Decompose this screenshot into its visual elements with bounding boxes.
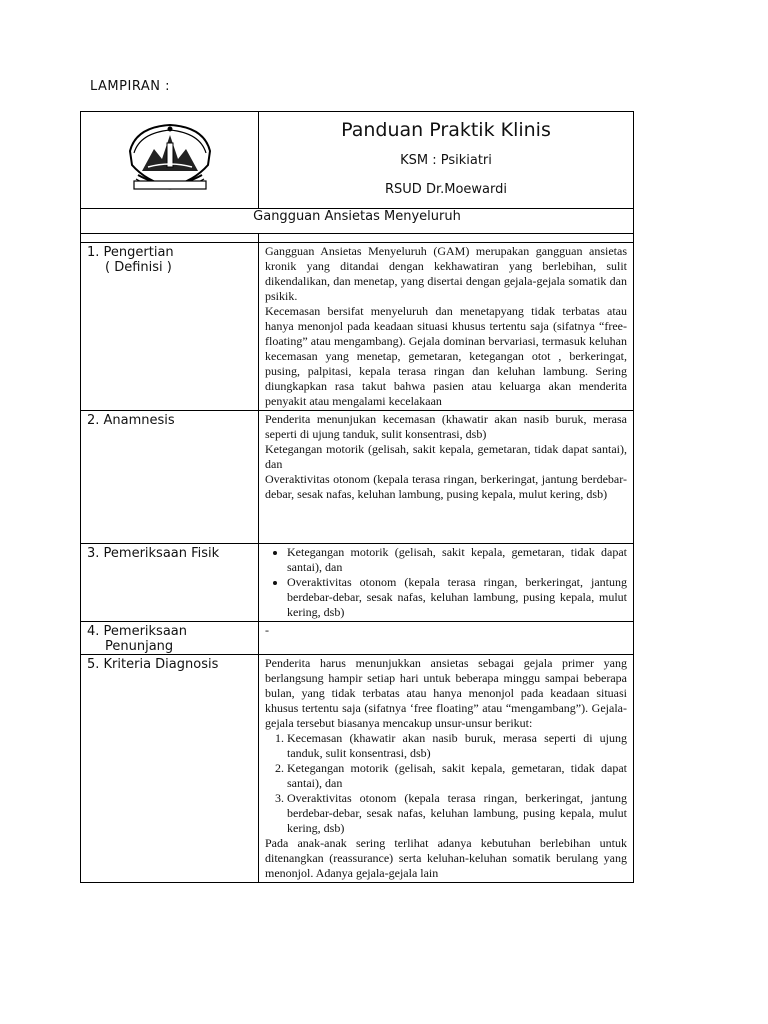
ksm-label: KSM : Psikiatri [400, 153, 492, 168]
header-row [81, 112, 634, 209]
label-penunjang-line2: Penunjang [105, 639, 174, 654]
row-kriteria [81, 655, 634, 883]
list-item: 3. Overaktivitas otonom (kepala terasa ringan, berkeringat, jantung berdebar-debar, sesak nafas, keluhan lambung, pusing kepala, mulut kering, dsb) [287, 791, 627, 836]
row-penunjang [81, 622, 634, 655]
row-fisik [81, 544, 634, 622]
list-item: 2. Ketegangan motorik (gelisah, sakit kepala, gemetaran, tidak dapat santai), dan [287, 761, 627, 791]
row-pengertian [81, 243, 634, 411]
label-fisik: 3. Pemeriksaan Fisik [81, 544, 259, 622]
row-anamnesis [81, 411, 634, 544]
content-anamnesis [259, 411, 634, 544]
label-kriteria: 5. Kriteria Diagnosis [81, 655, 259, 883]
title-cell [259, 112, 634, 209]
label-pengertian-line2: ( Definisi ) [105, 260, 172, 275]
list-item: • Overaktivitas otonom (kepala terasa ringan, berkeringat, jantung berdebar-debar, sesak nafas, keluhan lambung, pusing kepala, mulut kering, dsb) [287, 575, 627, 620]
label-penunjang [81, 622, 259, 655]
kriteria-paragraph-1: Penderita harus menunjukkan ansietas sebagai gejala primer yang berlangsung hampir setiap hari untuk beberapa minggu sampai beberapa bulan, yang tidak terbatas atau hanya menonjol pada keadaan situasi khusus tertentu saja (sifatnya ‘free floating” atau “mengambang”). Gejala-gejala tersebut biasanya mencakup unsur-unsur berikut: [265, 656, 627, 730]
anamnesis-paragraph-2: Ketegangan motorik (gelisah, sakit kepala, gemetaran, tidak dapat santai), dan [265, 442, 627, 471]
guideline-title: Panduan Praktik Klinis [341, 119, 551, 141]
pengertian-paragraph-1: Gangguan Ansietas Menyeluruh (GAM) merupakan gangguan ansietas kronik yang ditandai dengan kekhawatiran yang berlebihan, sulit dikendalikan, dan menetap, yang disertai dengan gejala-gejala somatik dan psikik. [265, 244, 627, 303]
subject-title: Gangguan Ansietas Menyeluruh [81, 209, 634, 234]
content-fisik [259, 544, 634, 622]
label-pengertian [81, 243, 259, 411]
kriteria-paragraph-2: Pada anak-anak sering terlihat adanya kebutuhan berlebihan untuk ditenangkan (reassurance) serta keluhan-keluhan somatik berulang yang menonjol. Adanya gejala-gejala lain [265, 836, 627, 880]
fisik-list [265, 545, 627, 620]
lampiran-label: LAMPIRAN : [90, 79, 170, 94]
label-anamnesis: 2. Anamnesis [81, 411, 259, 544]
anamnesis-paragraph-1: Penderita menunjukan kecemasan (khawatir akan nasib buruk, merasa seperti di ujung tanduk, sulit konsentrasi, dsb) [265, 412, 627, 441]
content-kriteria [259, 655, 634, 883]
list-item: • Ketegangan motorik (gelisah, sakit kepala, gemetaran, tidak dapat santai), dan [287, 545, 627, 575]
kriteria-list [265, 731, 627, 836]
content-penunjang: - [259, 622, 634, 655]
list-item: 1. Kecemasan (khawatir akan nasib buruk, merasa seperti di ujung tanduk, sulit konsentrasi, dsb) [287, 731, 627, 761]
label-penunjang-line1: 4. Pemeriksaan [87, 624, 188, 639]
logo-cell [81, 112, 259, 209]
pengertian-paragraph-2: Kecemasan bersifat menyeluruh dan menetapyang tidak terbatas atau hanya menonjol pada keadaan situasi khusus tertentu saja (sifatnya “free-floating” atau mengambang). Gejala dominan bervariasi, termasuk keluhan kecemasan yang menetap, gemetaran, ketegangan otot , berkeringat, pusing, palpitasi, kepala terasa ringan dan keluhan lambung. Sering diungkapkan rasa takut bahwa pasien atau keluarga akan menderita penyakit atau mengalami kecelakaan [265, 304, 627, 408]
content-pengertian [259, 243, 634, 411]
subject-row [81, 209, 634, 234]
emblem-icon [124, 121, 216, 195]
anamnesis-paragraph-3: Overaktivitas otonom (kepala terasa ringan, berkeringat, jantung berdebar-debar, sesak nafas, keluhan lambung, pusing kepala, mulut kering, dsb) [265, 472, 627, 501]
clinical-guideline-table [80, 111, 634, 883]
spacer-row [81, 234, 634, 243]
hospital-label: RSUD Dr.Moewardi [385, 182, 507, 197]
label-pengertian-line1: 1. Pengertian [87, 245, 174, 260]
